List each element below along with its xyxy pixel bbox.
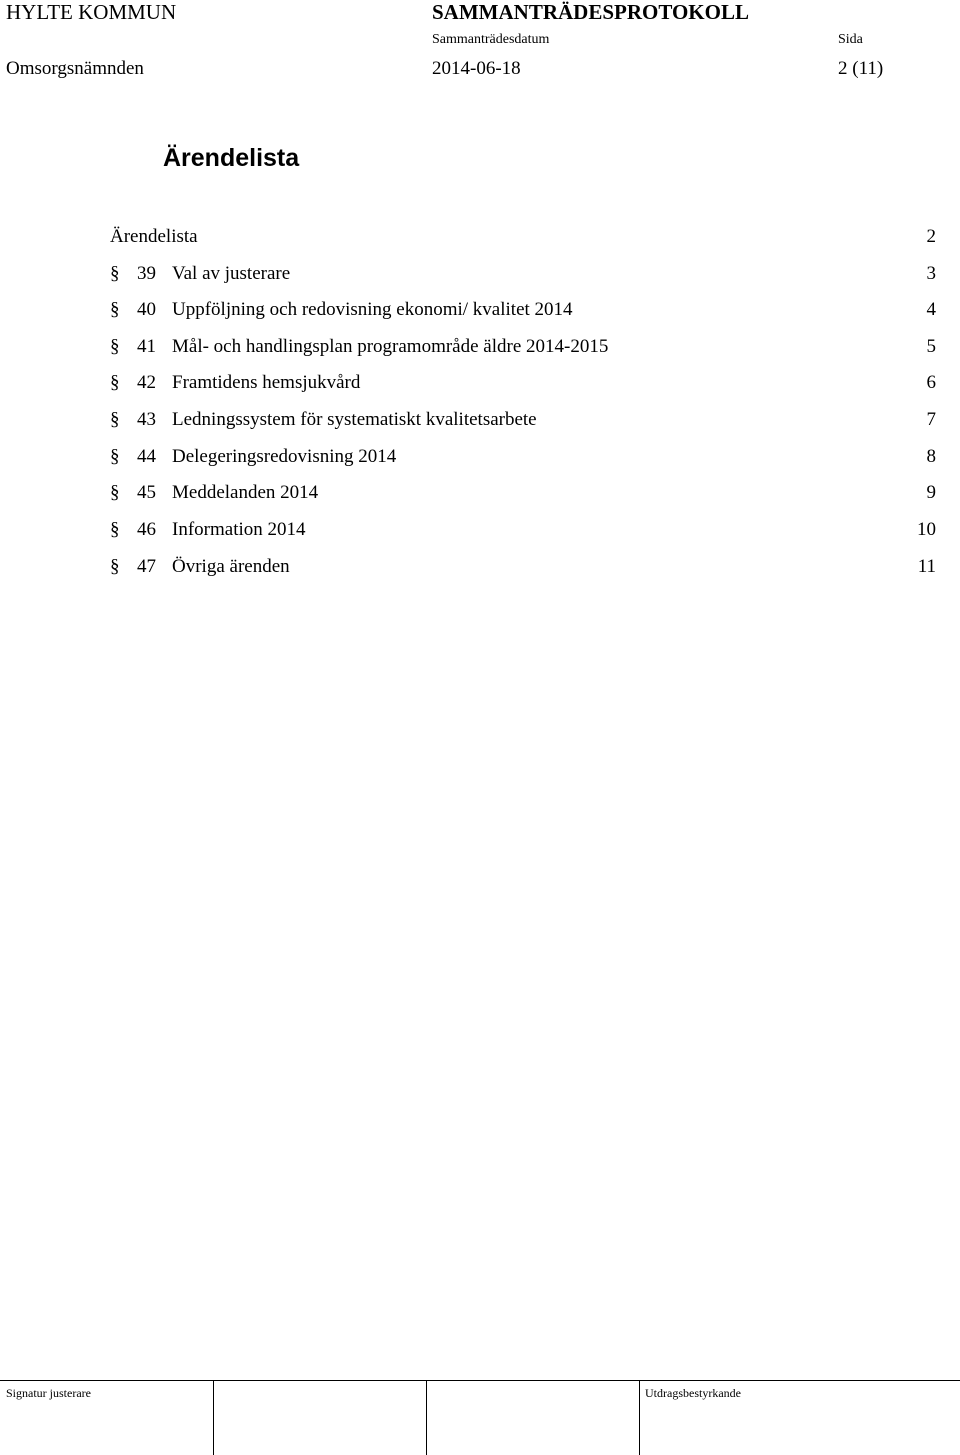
section-symbol: § (110, 372, 120, 393)
toc-item-number: 44 (137, 446, 156, 467)
signature-field (213, 1381, 214, 1455)
committee-name: Omsorgsnämnden (6, 58, 144, 79)
toc-item-number: 40 (137, 299, 156, 320)
signature-field (426, 1381, 427, 1455)
section-symbol: § (110, 409, 120, 430)
toc-item-title: Övriga ärenden (172, 556, 290, 577)
meeting-date: 2014-06-18 (432, 58, 521, 79)
section-symbol: § (110, 556, 120, 577)
toc-item-title: Meddelanden 2014 (172, 482, 319, 503)
section-symbol: § (110, 336, 120, 357)
toc-item-page: 5 (926, 336, 936, 357)
toc-item-page: 7 (926, 409, 936, 430)
toc-item (110, 336, 936, 362)
toc-item-number: 43 (137, 409, 156, 430)
organization-name: HYLTE KOMMUN (6, 0, 177, 24)
toc-item-title: Uppföljning och redovisning ekonomi/ kvalitet 2014 (172, 299, 573, 320)
toc-item (110, 519, 936, 545)
section-symbol: § (110, 482, 120, 503)
toc-item (110, 482, 936, 508)
toc-item-page: 8 (926, 446, 936, 467)
toc-item-number: 47 (137, 556, 156, 577)
section-symbol: § (110, 446, 120, 467)
toc-item-title: Information 2014 (172, 519, 306, 540)
toc-item-page: 10 (917, 519, 936, 540)
meeting-date-label: Sammanträdesdatum (432, 32, 550, 47)
toc-item-title: Framtidens hemsjukvård (172, 372, 361, 393)
toc-item (110, 446, 936, 472)
toc-item (110, 556, 936, 582)
toc-item-title: Val av justerare (172, 263, 291, 284)
page-heading: Ärendelista (163, 144, 300, 172)
toc-item (110, 299, 936, 325)
toc-item-title: Delegeringsredovisning 2014 (172, 446, 397, 467)
toc-item-number: 41 (137, 336, 156, 357)
section-symbol: § (110, 263, 120, 284)
toc-item-page: 6 (926, 372, 936, 393)
extract-certification-field (639, 1381, 640, 1455)
toc-item-page: 9 (926, 482, 936, 503)
toc-item (110, 372, 936, 398)
page-number: 2 (11) (838, 58, 884, 79)
toc-item-title: Mål- och handlingsplan programområde äldre 2014-2015 (172, 336, 609, 357)
toc-entry-page: 2 (926, 226, 936, 247)
toc-item-number: 46 (137, 519, 156, 540)
toc-item-number: 42 (137, 372, 156, 393)
toc-entry (110, 226, 936, 252)
document-title: SAMMANTRÄDESPROTOKOLL (432, 0, 749, 24)
toc-entry-title: Ärendelista (110, 226, 198, 247)
signature-label: Signatur justerare (6, 1386, 91, 1400)
toc-item-page: 4 (926, 299, 936, 320)
toc-item (110, 409, 936, 435)
extract-certification-label: Utdragsbestyrkande (645, 1386, 741, 1400)
page-label: Sida (838, 32, 863, 47)
toc-item-number: 39 (137, 263, 156, 284)
toc-item-number: 45 (137, 482, 156, 503)
toc-item (110, 263, 936, 289)
toc-item-page: 11 (917, 556, 936, 577)
toc-item-page: 3 (926, 263, 936, 284)
signature-footer (0, 1380, 960, 1455)
section-symbol: § (110, 299, 120, 320)
section-symbol: § (110, 519, 120, 540)
toc-item-title: Ledningssystem för systematiskt kvalitetsarbete (172, 409, 537, 430)
